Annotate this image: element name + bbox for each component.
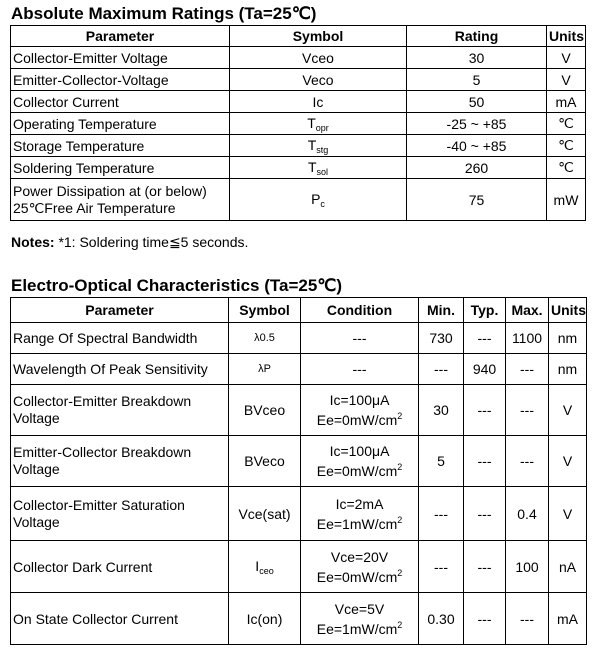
table-row [11,69,586,91]
abs-header-rating: Rating [407,26,547,47]
eo-unit: V [549,487,587,541]
notes-text: *1: Soldering time≦5 seconds. [54,234,249,250]
table-row [11,179,586,221]
eo-condition: --- [301,354,419,385]
abs-param-power [11,179,230,221]
eo-cond-line2: $Ee=1mW/cm^2$ [316,619,403,637]
abs-header-row [11,26,586,47]
abs-header-symbol: Symbol [230,26,407,47]
eo-min: 5 [419,436,464,487]
eo-cond-line2: $Ee=0mW/cm^2$ [316,411,403,428]
symbol-subscript: sol [316,166,329,177]
eo-max: 0.4 [506,487,549,541]
eo-unit: nA [549,541,587,593]
eo-max: 100 [506,541,549,593]
eo-cond-line2: $Ee=0mW/cm^2$ [316,462,403,479]
abs-unit: ℃ [547,157,586,179]
abs-header-parameter: Parameter [11,26,230,47]
squared: 2 [397,514,403,525]
symbol-subscript: opr [315,122,329,133]
eo-header-row [11,298,587,323]
table-row [11,487,587,541]
eo-unit: nm [549,354,587,385]
abs-rating: 50 [407,91,547,113]
eo-min: --- [419,354,464,385]
eo-max: --- [506,385,549,436]
symbol-subscript: c [320,198,325,209]
table-row [11,385,587,436]
abs-symbol [230,179,407,221]
abs-param: Collector Current [11,91,230,113]
table-row [11,135,586,157]
eo-condition [301,487,419,541]
abs-rating: 30 [407,47,547,69]
eo-header-units: Units [549,298,587,323]
eo-cond-line1: Ic=2mA [335,495,384,512]
abs-unit: mA [547,91,586,113]
abs-unit: mW [547,179,586,221]
symbol-subscript: ceo [259,565,274,576]
abs-symbol [230,113,407,135]
eo-param: On State Collector Current [11,593,229,645]
abs-param: Storage Temperature [11,135,230,157]
notes-label: Notes: [11,234,55,250]
abs-symbol [230,135,407,157]
eo-cond-line2: $Ee=0mW/cm^2$ [316,567,403,585]
eo-section-title: Electro-Optical Characteristics (Ta=25℃) [11,276,343,295]
eo-param: Wavelength Of Peak Sensitivity [11,354,229,385]
eo-unit: V [549,436,587,487]
symbol-main: I [255,557,260,574]
eo-max: --- [506,593,549,645]
eo-typ: 940 [464,354,506,385]
power-param-line1: Power Dissipation at (or below) [13,182,207,199]
abs-unit: V [547,47,586,69]
eo-param-line2: Voltage [13,461,60,477]
abs-rating: 260 [407,157,547,179]
eo-cond-line1: Ic=100μA [329,392,390,408]
abs-symbol: Veco [230,69,407,91]
eo-characteristics-table [10,297,587,645]
table-row [11,323,587,354]
eo-min: --- [419,487,464,541]
table-row [11,47,586,69]
eo-cond-line1: Vce=5V [334,600,385,617]
table-row [11,91,586,113]
squared: 2 [397,619,403,630]
eo-cond-line1: Vce=20V [330,548,389,565]
table-row [11,436,587,487]
eo-header-max: Max. [506,298,549,323]
symbol-main: P [311,190,321,207]
eo-min: 730 [419,323,464,354]
abs-param: Collector-Emitter Voltage [11,47,230,69]
eo-unit: V [549,385,587,436]
table-row [11,113,586,135]
eo-symbol: BVceo [229,385,301,436]
abs-rating: 75 [407,179,547,221]
symbol-main: T [307,114,316,131]
eo-min: 30 [419,385,464,436]
eo-condition [301,436,419,487]
abs-ratings-table [10,25,586,221]
eo-param: Collector Dark Current [11,541,229,593]
eo-header-min: Min. [419,298,464,323]
power-param-line2: 25℃Free Air Temperature [13,199,176,216]
abs-section-title: Absolute Maximum Ratings (Ta=25℃) [11,4,317,23]
squared: 2 [397,411,403,421]
abs-unit: ℃ [547,113,586,135]
eo-typ: --- [464,323,506,354]
table-row [11,541,587,593]
eo-param-line1: Emitter-Collector Breakdown [13,444,192,460]
eo-symbol: BVeco [229,436,301,487]
eo-min: --- [419,541,464,593]
eo-cond-line1: Ic=100μA [329,443,390,459]
eo-param [11,436,229,487]
eo-condition [301,541,419,593]
eo-typ: --- [464,541,506,593]
abs-param: Operating Temperature [11,113,230,135]
abs-param: Soldering Temperature [11,157,230,179]
eo-symbol: Ic(on) [229,593,301,645]
symbol-main: T [307,158,317,175]
eo-typ: --- [464,436,506,487]
notes [11,234,248,251]
table-row [11,354,587,385]
abs-symbol: Ic [230,91,407,113]
abs-rating: -40 ~ +85 [407,135,547,157]
abs-header-units: Units [547,26,586,47]
eo-param-line1: Collector-Emitter Saturation [13,496,185,513]
table-row [11,157,586,179]
eo-typ: --- [464,593,506,645]
eo-condition: --- [301,323,419,354]
eo-param [11,385,229,436]
abs-unit: V [547,69,586,91]
eo-param [11,487,229,541]
abs-unit: ℃ [547,135,586,157]
table-row [11,593,587,645]
eo-symbol: Vce(sat) [229,487,301,541]
eo-max: --- [506,436,549,487]
eo-param-line2: Voltage [13,410,60,426]
abs-rating: -25 ~ +85 [407,113,547,135]
eo-cond-line2: $Ee=1mW/cm^2$ [316,514,403,532]
eo-unit: nm [549,323,587,354]
eo-typ: --- [464,487,506,541]
abs-param: Emitter-Collector-Voltage [11,69,230,91]
eo-condition [301,593,419,645]
squared: 2 [397,567,403,578]
abs-symbol: Vceo [230,47,407,69]
eo-header-typ: Typ. [464,298,506,323]
eo-unit: mA [549,593,587,645]
abs-rating: 5 [407,69,547,91]
eo-param-line1: Collector-Emitter Breakdown [13,393,192,409]
eo-typ: --- [464,385,506,436]
abs-symbol [230,157,407,179]
eo-header-symbol: Symbol [229,298,301,323]
symbol-subscript: stg [316,144,329,155]
eo-min: 0.30 [419,593,464,645]
eo-max: --- [506,354,549,385]
eo-max: 1100 [506,323,549,354]
eo-symbol: λP [229,354,301,385]
eo-symbol [229,541,301,593]
squared: 2 [397,462,403,472]
symbol-main: T [307,136,317,153]
eo-symbol: λ0.5 [229,323,301,354]
eo-header-condition: Condition [301,298,419,323]
eo-param: Range Of Spectral Bandwidth [11,323,229,354]
eo-header-parameter: Parameter [11,298,229,323]
eo-param-line2: Voltage [13,513,60,530]
eo-condition [301,385,419,436]
